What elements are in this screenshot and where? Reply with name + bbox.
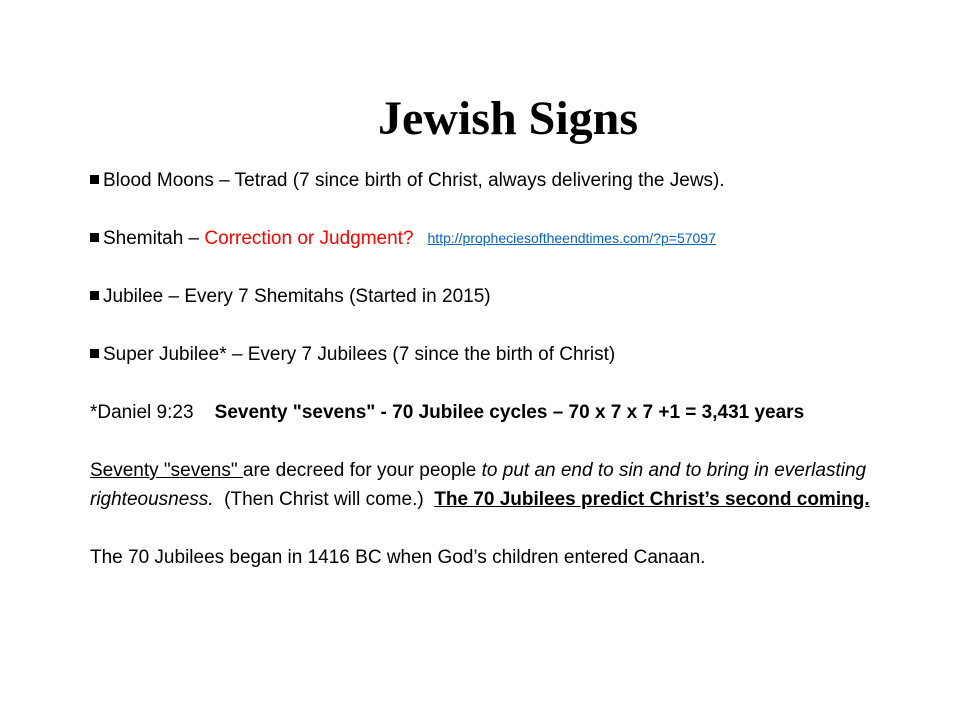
square-bullet-icon: [90, 233, 99, 242]
bullet-blood-moons: [90, 166, 890, 195]
bullet-jubilee: [90, 282, 890, 311]
bullet-shemitah-question: Correction or Judgment?: [204, 228, 414, 249]
bullet-shemitah-prefix: Shemitah –: [103, 228, 205, 249]
verse-italic: to put an end to sin and to bring in everlasting righteousness.: [90, 460, 867, 510]
daniel-reference: *Daniel 9:23: [90, 402, 194, 423]
bullet-shemitah: [90, 224, 890, 253]
square-bullet-icon: [90, 291, 99, 300]
slide-title: Jewish Signs: [377, 92, 639, 145]
verse-conclusion: The 70 Jubilees predict Christ’s second coming.: [434, 489, 870, 510]
daniel-reference-line: [90, 398, 890, 427]
bullet-super-jubilee-text: Super Jubilee* – Every 7 Jubilees (7 since the birth of Christ): [103, 344, 616, 365]
closing-line: The 70 Jubilees began in 1416 BC when God’s children entered Canaan.: [90, 547, 706, 568]
verse-paragraph: [90, 456, 890, 514]
bullet-jubilee-text: Jubilee – Every 7 Shemitahs (Started in 2015): [103, 286, 491, 307]
bullet-blood-moons-text: Blood Moons – Tetrad (7 since birth of Christ, always delivering the Jews).: [103, 170, 725, 191]
bullet-super-jubilee: [90, 340, 890, 369]
slide-body: [90, 166, 890, 572]
verse-plain-2: (Then Christ will come.): [213, 489, 435, 510]
prophecies-link[interactable]: http://propheciesoftheendtimes.com/?p=57097: [427, 230, 716, 246]
square-bullet-icon: [90, 175, 99, 184]
daniel-calculation: Seventy "sevens" - 70 Jubilee cycles – 70 x 7 x 7 +1 = 3,431 years: [214, 402, 805, 423]
square-bullet-icon: [90, 349, 99, 358]
verse-underlined-start: Seventy "sevens": [90, 460, 243, 481]
verse-plain-1: are decreed for your people: [242, 460, 482, 481]
